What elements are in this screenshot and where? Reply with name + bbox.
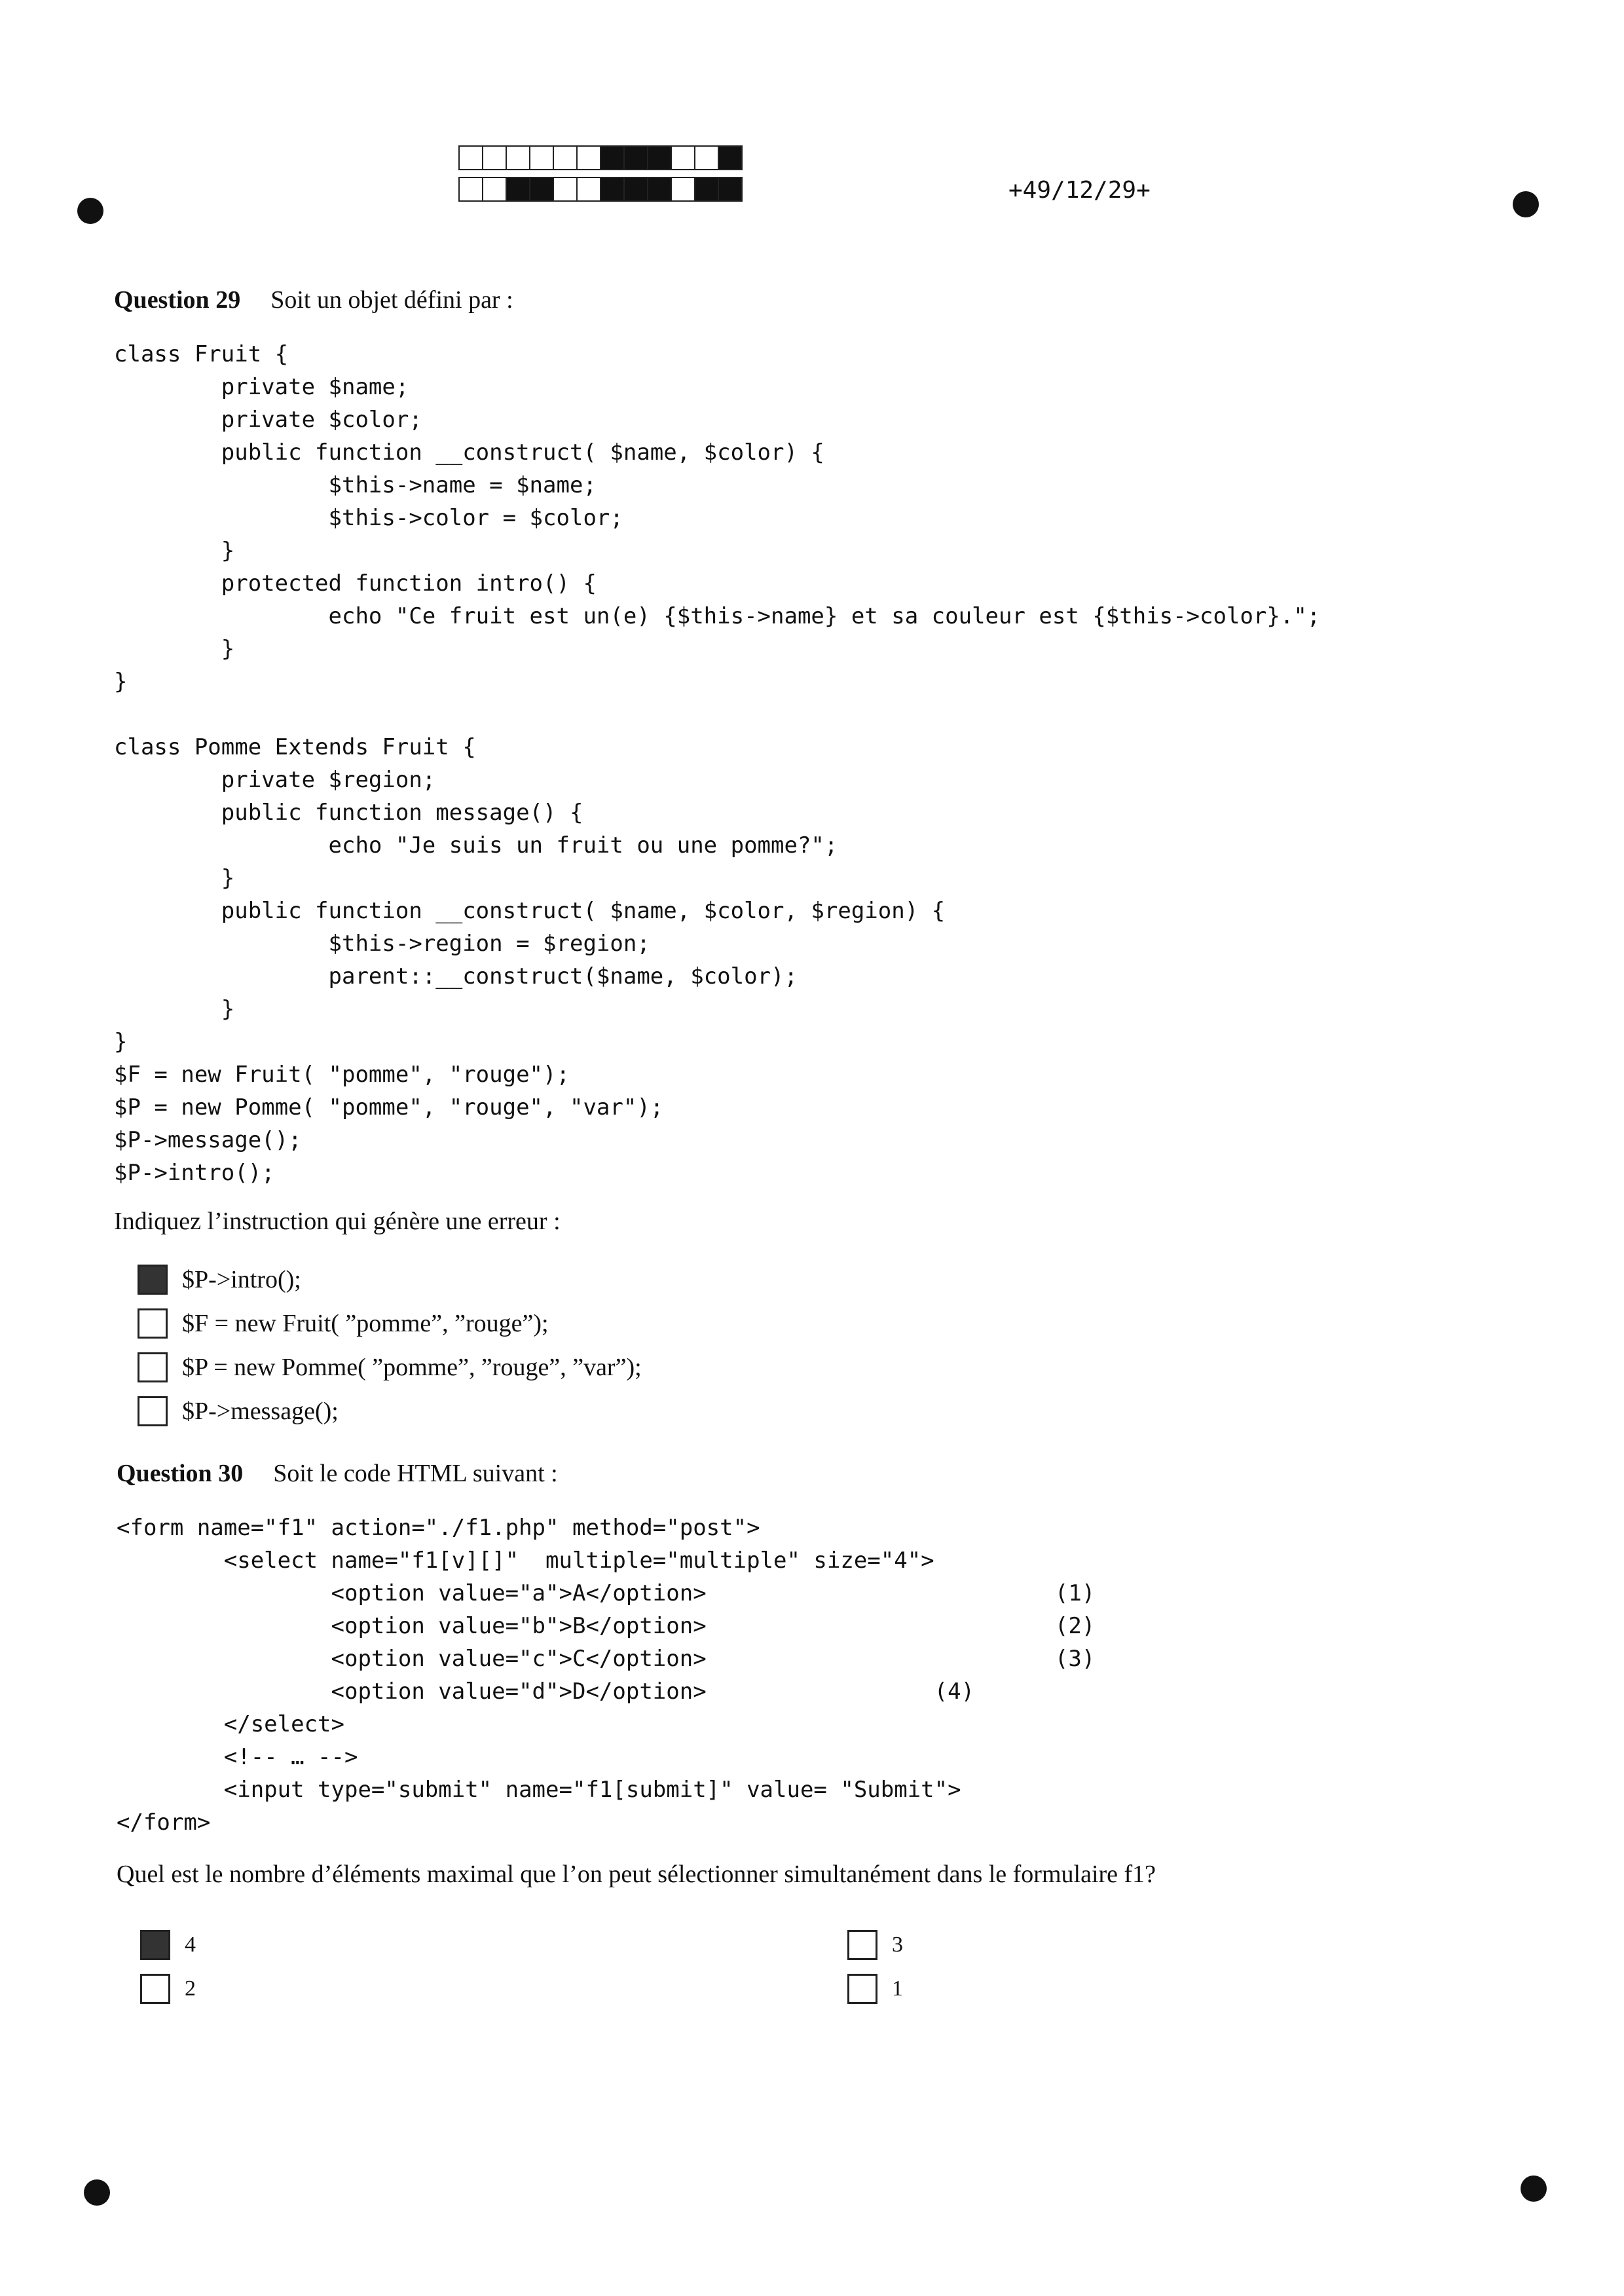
answer-label: $P->intro(); [182,1265,301,1293]
answer-checkbox[interactable] [140,1974,170,2004]
barcode-cell [458,145,483,170]
answer-option[interactable] [847,1923,1109,1967]
barcode-cell [576,145,601,170]
question-title: Soit un objet défini par : [270,286,513,314]
barcode-cell [623,145,648,170]
question-title: Soit le code HTML suivant : [273,1460,558,1487]
barcode-cell [553,177,578,202]
answer-label: $P = new Pomme( ”pomme”, ”rouge”, ”var”); [182,1353,642,1381]
barcode-row-2 [458,177,741,202]
question-number: Question 29 [114,286,241,314]
barcode-cell [576,177,601,202]
barcode-cell [482,177,507,202]
question-30-heading [117,1459,558,1488]
barcode-cell [647,177,672,202]
question-30-answers [140,1923,1109,2010]
answer-label: 1 [892,1976,903,2001]
question-30-code: <form name="f1" action="./f1.php" method="post"> <select name="f1[v][]" multiple="multiple" size="4"> <option value="a">A</option> (1) <option value="b">B</option> (2) <option value="c">C</option> (3) <option value="d">D</option> (4) </select> <!-- … --> <input type="submit" name="f1[submit]" value= "Submit"> </form> [117,1515,1096,1836]
barcode-cell [553,145,578,170]
question-29-prompt: Indiquez l’instruction qui génère une erreur : [114,1208,561,1235]
barcode-cell [600,177,625,202]
answer-checkbox[interactable] [138,1352,168,1382]
barcode-cell [506,177,530,202]
answer-label: $P->message(); [182,1397,339,1425]
barcode-cell [671,177,695,202]
answer-label: 3 [892,1932,903,1957]
answer-label: 2 [185,1976,196,2001]
answer-checkbox[interactable] [140,1930,170,1960]
barcode-cell [718,145,743,170]
answer-option[interactable] [140,1923,847,1967]
barcode-cell [647,145,672,170]
barcode-cell [506,145,530,170]
registration-mark-top-left [77,198,103,224]
registration-mark-bottom-left [84,2179,110,2206]
answer-option[interactable] [138,1257,642,1301]
answer-option[interactable] [138,1301,642,1345]
barcode-cell [694,145,719,170]
answer-label: $F = new Fruit( ”pomme”, ”rouge”); [182,1309,549,1337]
question-30-prompt: Quel est le nombre d’éléments maximal que l’on peut sélectionner simultanément dans le formulaire f1? [117,1861,1156,1888]
barcode-cell [482,145,507,170]
registration-mark-bottom-right [1521,2176,1547,2202]
barcode-cell [458,177,483,202]
answer-option[interactable] [140,1967,847,2010]
question-29-code: class Fruit { private $name; private $color; public function __construct( $name, $color) { $this->name = $name; $this->color = $color; } protected function intro() { echo "Ce fruit est un(e) {$this->name} et sa couleur est {$this->color}."; } } class Pomme Extends Fruit { private $region; public function message() { echo "Je suis un fruit ou une pomme?"; } public function __construct( $name, $color, $region) { $this->region = $region; parent::__construct($name, $color); } } $F = new Fruit( "pomme", "rouge"); $P = new Pomme( "pomme", "rouge", "var"); $P->message(); $P->intro(); [114,341,1321,1186]
registration-mark-top-right [1513,191,1539,217]
barcode-cell [694,177,719,202]
barcode-cell [529,145,554,170]
answer-checkbox[interactable] [138,1265,168,1295]
question-29-answers [138,1257,642,1433]
barcode-cell [600,145,625,170]
answer-checkbox[interactable] [847,1974,877,2004]
question-29-heading [114,286,513,314]
answer-option[interactable] [847,1967,1109,2010]
barcode-cell [529,177,554,202]
answer-label: 4 [185,1932,196,1957]
page-id: +49/12/29+ [1008,177,1151,204]
barcode-row-1 [458,145,741,170]
question-number: Question 30 [117,1460,244,1487]
barcode-cell [623,177,648,202]
answer-option[interactable] [138,1345,642,1389]
barcode-cell [718,177,743,202]
answer-checkbox[interactable] [138,1308,168,1339]
barcode-cell [671,145,695,170]
answer-checkbox[interactable] [138,1396,168,1426]
answer-checkbox[interactable] [847,1930,877,1960]
answer-option[interactable] [138,1389,642,1433]
